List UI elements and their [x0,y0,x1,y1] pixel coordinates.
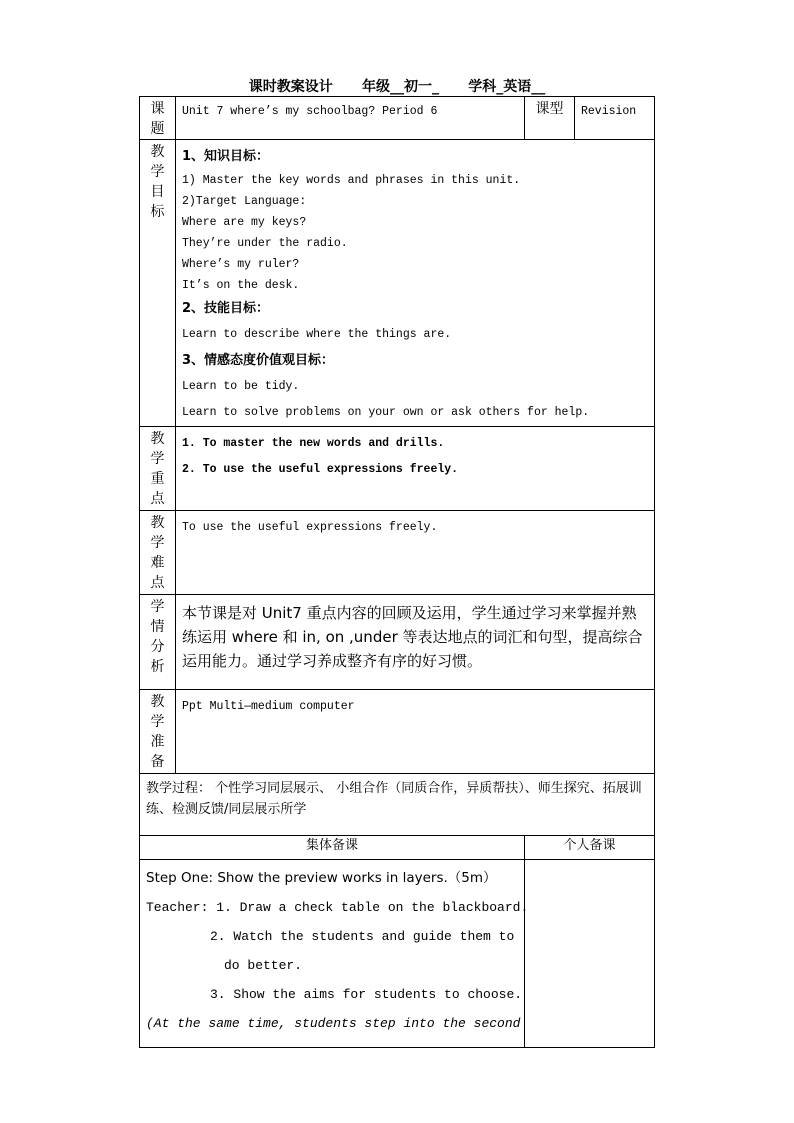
analysis-label: 学 情 分 析 [140,595,176,690]
preparation-content: Ppt Multi—medium computer [176,690,655,774]
teacher-line: Teacher: 1. Draw a check table on the blackboard. [146,900,529,915]
key-points-content [176,427,655,511]
objectives-label: 教 学 目 标 [140,140,176,427]
topic-value: Unit 7 where’s my schoolbag? Period 6 [176,97,525,140]
column-header-row [140,836,655,860]
teacher-line: 2. Watch the students and guide them to [210,929,515,944]
teacher-line: do better. [224,958,303,973]
knowledge-line: They’re under the radio. [182,237,348,250]
key-point-item: 2. To use the useful expressions freely. [182,463,459,476]
process-content: 教学过程： 个性学习同层展示、 小组合作（同质合作，异质帮扶）、师生探究、拓展训练、检测反馈/同层展示所学 [140,774,655,836]
type-label: 课型 [525,97,575,140]
step-one-line: Step One: Show the preview works in layers.（5m） [146,870,497,886]
key-points-row [140,427,655,511]
lesson-plan-table [139,96,655,1048]
collective-content [140,860,529,1048]
objectives-row [140,140,655,427]
analysis-content: 本节课是对 Unit7 重点内容的回顾及运用，学生通过学习来掌握并熟练运用 where 和 in, on ,under 等表达地点的词汇和句型，提高综合运用能力。通过学习养成整齐有序的好习惯。 [176,595,655,690]
knowledge-line: 2)Target Language: [182,195,307,208]
topic-label: 课 题 [140,97,176,140]
knowledge-line: Where’s my ruler? [182,258,300,271]
difficulties-content: To use the useful expressions freely. [176,511,655,595]
page-title: 课时教案设计 年级__初一_ 学科_英语__ [248,79,546,95]
note-line: (At the same time, students step into the second [146,1016,521,1031]
teacher-line: 3. Show the aims for students to choose. [210,987,523,1002]
collective-header: 集体备课 [140,836,525,860]
personal-header: 个人备课 [525,836,655,860]
attitude-line: Learn to solve problems on your own or ask others for help. [182,406,590,419]
difficulties-row [140,511,655,595]
steps-row [140,860,655,1048]
skill-line: Learn to describe where the things are. [182,328,452,341]
key-points-label: 教 学 重 点 [140,427,176,511]
personal-content [525,860,655,1048]
analysis-row [140,595,655,690]
key-point-item: 1. To master the new words and drills. [182,437,445,450]
knowledge-line: 1) Master the key words and phrases in this unit. [182,174,521,187]
topic-row [140,97,655,140]
objectives-content [176,140,655,427]
attitude-heading: 3、情感态度价值观目标： [182,353,335,368]
type-value: Revision [575,97,655,140]
skill-heading: 2、技能目标： [182,301,270,316]
difficulties-label: 教 学 难 点 [140,511,176,595]
preparation-label: 教 学 准 备 [140,690,176,774]
knowledge-line: It’s on the desk. [182,279,300,292]
attitude-line: Learn to be tidy. [182,380,300,393]
process-row [140,774,655,836]
preparation-row [140,690,655,774]
knowledge-heading: 1、知识目标： [182,149,270,164]
knowledge-line: Where are my keys? [182,216,307,229]
